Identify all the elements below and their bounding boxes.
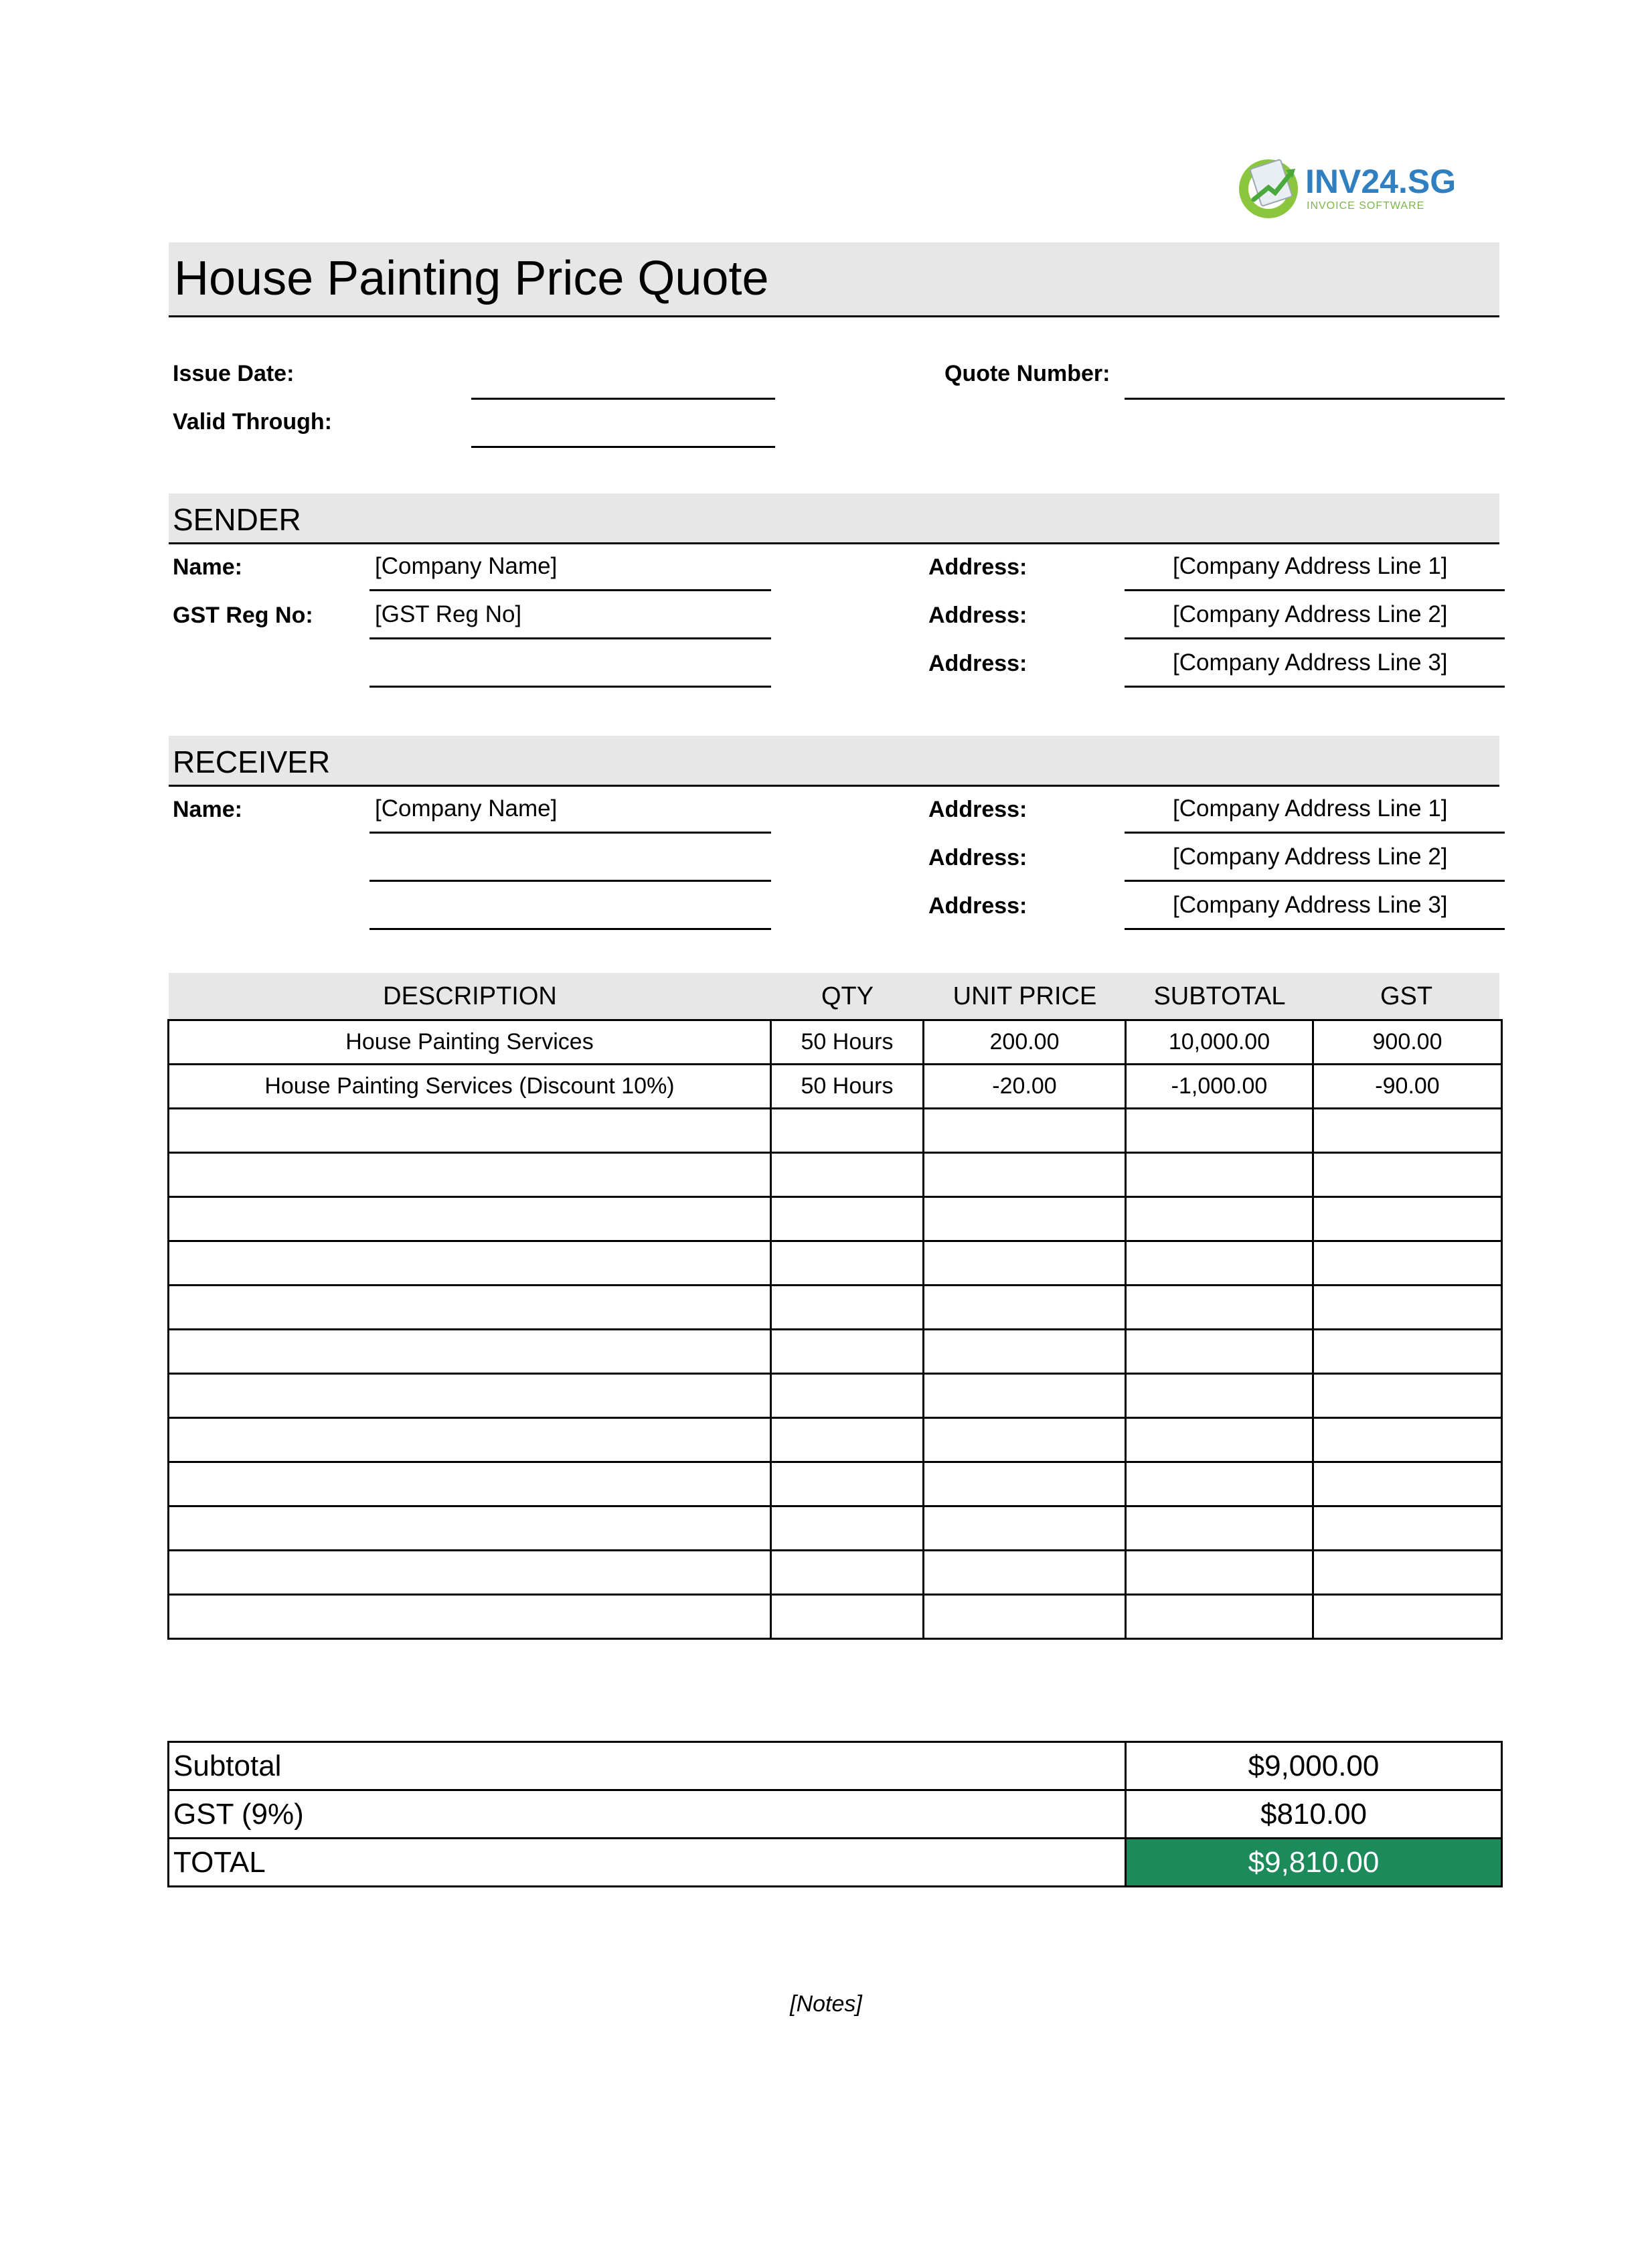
cell-gst[interactable]: 900.00 [1313,1020,1502,1065]
cell-description[interactable] [169,1551,771,1595]
cell-qty[interactable] [771,1241,924,1286]
sender-gst-line [369,637,771,639]
cell-gst[interactable] [1313,1241,1502,1286]
cell-description[interactable]: House Painting Services [169,1020,771,1065]
cell-subtotal[interactable]: -1,000.00 [1126,1065,1313,1109]
receiver-extra-line-2 [369,928,771,930]
table-row [169,1374,1502,1418]
receiver-address-underline-1 [1125,832,1505,834]
table-row [169,1065,1502,1109]
cell-unit-price[interactable] [924,1462,1126,1506]
receiver-name-label: Name: [173,797,242,822]
receiver-name-line [369,832,771,834]
cell-unit-price[interactable] [924,1241,1126,1286]
sender-address-underline-2 [1125,637,1505,639]
sender-address-line-3[interactable]: [Company Address Line 3] [1173,649,1448,676]
logo [1235,153,1456,226]
cell-subtotal[interactable] [1126,1506,1313,1551]
cell-subtotal[interactable]: 10,000.00 [1126,1020,1313,1065]
cell-unit-price[interactable]: 200.00 [924,1020,1126,1065]
cell-unit-price[interactable] [924,1418,1126,1462]
page-title: House Painting Price Quote [174,252,769,305]
cell-subtotal[interactable] [1126,1109,1313,1153]
sender-name-label: Name: [173,554,242,580]
table-row [169,1595,1502,1639]
gst-row [169,1790,1502,1839]
table-row [169,1551,1502,1595]
sender-gst-label: GST Reg No: [173,603,313,628]
receiver-address-underline-3 [1125,928,1505,930]
cell-subtotal[interactable] [1126,1153,1313,1197]
gst-label: GST (9%) [169,1790,1126,1839]
cell-description[interactable] [169,1286,771,1330]
totals-table [167,1741,1503,1887]
logo-icon [1235,153,1305,223]
cell-qty[interactable] [771,1418,924,1462]
cell-gst[interactable] [1313,1330,1502,1374]
cell-qty[interactable] [771,1153,924,1197]
cell-unit-price[interactable] [924,1330,1126,1374]
cell-unit-price[interactable] [924,1374,1126,1418]
receiver-address-underline-2 [1125,880,1505,882]
quote-number-label: Quote Number: [944,361,1110,386]
cell-unit-price[interactable] [924,1153,1126,1197]
cell-qty[interactable] [771,1595,924,1639]
cell-description[interactable]: House Painting Services (Discount 10%) [169,1065,771,1109]
cell-unit-price[interactable] [924,1286,1126,1330]
receiver-address-label-2: Address: [928,845,1027,870]
sender-address-line-1[interactable]: [Company Address Line 1] [1173,553,1448,579]
table-row [169,1462,1502,1506]
cell-gst[interactable] [1313,1462,1502,1506]
cell-unit-price[interactable] [924,1506,1126,1551]
cell-subtotal[interactable] [1126,1462,1313,1506]
cell-qty[interactable] [771,1462,924,1506]
cell-unit-price[interactable] [924,1197,1126,1241]
sender-heading: SENDER [173,502,301,537]
table-row [169,1330,1502,1374]
cell-unit-price[interactable] [924,1109,1126,1153]
cell-gst[interactable] [1313,1153,1502,1197]
cell-subtotal[interactable] [1126,1595,1313,1639]
cell-unit-price[interactable]: -20.00 [924,1065,1126,1109]
items-header [169,973,1499,1020]
total-label: TOTAL [169,1839,1126,1887]
table-row [169,1109,1502,1153]
valid-through-label: Valid Through: [173,409,332,435]
cell-gst[interactable] [1313,1551,1502,1595]
cell-qty[interactable]: 50 Hours [771,1065,924,1109]
col-header-subtotal: SUBTOTAL [1153,982,1286,1010]
cell-qty[interactable]: 50 Hours [771,1020,924,1065]
cell-subtotal[interactable] [1126,1330,1313,1374]
cell-subtotal[interactable] [1126,1197,1313,1241]
cell-gst[interactable] [1313,1418,1502,1462]
notes[interactable]: [Notes] [790,1991,862,2017]
subtotal-label: Subtotal [169,1742,1126,1790]
receiver-address-line-1[interactable]: [Company Address Line 1] [1173,795,1448,822]
sender-section-header [169,493,1499,544]
cell-description[interactable] [169,1109,771,1153]
receiver-extra-line-1 [369,880,771,882]
items-table [167,1019,1503,1640]
issue-date-label: Issue Date: [173,361,295,386]
sender-address-line-2[interactable]: [Company Address Line 2] [1173,601,1448,627]
receiver-section-header [169,736,1499,787]
subtotal-value: $9,000.00 [1126,1742,1502,1790]
receiver-name-value[interactable]: [Company Name] [375,795,558,822]
cell-gst[interactable] [1313,1374,1502,1418]
cell-subtotal[interactable] [1126,1551,1313,1595]
sender-gst-value[interactable]: [GST Reg No] [375,601,522,627]
table-row [169,1020,1502,1065]
sender-address-label-2: Address: [928,603,1027,628]
sender-address-label-1: Address: [928,554,1027,580]
cell-subtotal[interactable] [1126,1418,1313,1462]
cell-description[interactable] [169,1197,771,1241]
sender-address-underline-1 [1125,589,1505,591]
cell-qty[interactable] [771,1506,924,1551]
receiver-address-label-1: Address: [928,797,1027,822]
sender-name-line [369,589,771,591]
cell-description[interactable] [169,1462,771,1506]
cell-description[interactable] [169,1374,771,1418]
cell-gst[interactable] [1313,1109,1502,1153]
sender-extra-line [369,686,771,688]
subtotal-row [169,1742,1502,1790]
cell-gst[interactable] [1313,1286,1502,1330]
valid-through-field[interactable] [471,446,775,448]
cell-gst[interactable]: -90.00 [1313,1065,1502,1109]
cell-qty[interactable] [771,1197,924,1241]
receiver-address-line-2[interactable]: [Company Address Line 2] [1173,844,1448,870]
col-header-gst: GST [1380,982,1433,1010]
col-header-qty: QTY [821,982,874,1010]
receiver-address-label-3: Address: [928,893,1027,919]
sender-address-underline-3 [1125,686,1505,688]
table-row [169,1418,1502,1462]
title-bar [169,242,1499,317]
logo-tagline: INVOICE SOFTWARE [1307,200,1425,212]
cell-description[interactable] [169,1595,771,1639]
cell-unit-price[interactable] [924,1595,1126,1639]
logo-name: INV24.SG [1305,163,1457,200]
cell-gst[interactable] [1313,1197,1502,1241]
cell-qty[interactable] [771,1551,924,1595]
sender-name-value[interactable]: [Company Name] [375,553,558,579]
cell-subtotal[interactable] [1126,1286,1313,1330]
cell-qty[interactable] [771,1374,924,1418]
table-row [169,1241,1502,1286]
cell-gst[interactable] [1313,1595,1502,1639]
sender-address-label-3: Address: [928,651,1027,676]
table-row [169,1197,1502,1241]
cell-description[interactable] [169,1418,771,1462]
cell-description[interactable] [169,1330,771,1374]
total-value: $9,810.00 [1126,1839,1502,1887]
cell-description[interactable] [169,1153,771,1197]
receiver-heading: RECEIVER [173,745,331,779]
cell-description[interactable] [169,1506,771,1551]
cell-gst[interactable] [1313,1506,1502,1551]
table-row [169,1506,1502,1551]
col-header-unit-price: UNIT PRICE [953,982,1097,1010]
gst-value: $810.00 [1126,1790,1502,1839]
cell-qty[interactable] [771,1286,924,1330]
table-row [169,1286,1502,1330]
receiver-address-line-3[interactable]: [Company Address Line 3] [1173,892,1448,918]
cell-qty[interactable] [771,1330,924,1374]
issue-date-field[interactable] [471,398,775,400]
cell-qty[interactable] [771,1109,924,1153]
cell-subtotal[interactable] [1126,1241,1313,1286]
col-header-description: DESCRIPTION [383,982,557,1010]
cell-subtotal[interactable] [1126,1374,1313,1418]
table-row [169,1153,1502,1197]
quote-number-field[interactable] [1125,398,1505,400]
cell-unit-price[interactable] [924,1551,1126,1595]
total-row [169,1839,1502,1887]
cell-description[interactable] [169,1241,771,1286]
